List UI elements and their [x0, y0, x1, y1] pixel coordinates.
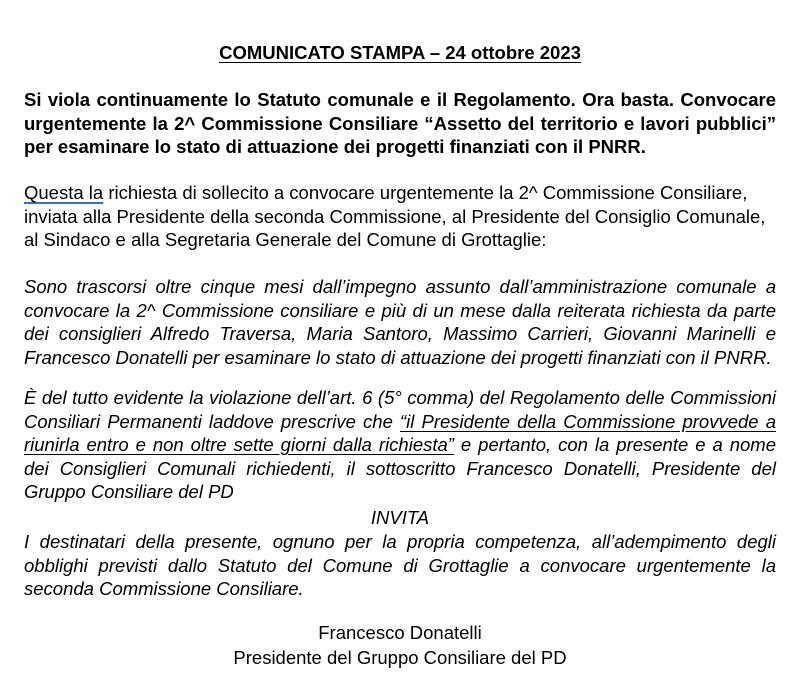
paragraph-invitation: I destinatari della presente, ognuno per la propria competenza, all’adempimento degli obblighi previsti dallo Statuto del Comune di Grottaglie a convocare urgentemente la seconda Commissione Consiliare.: [24, 531, 776, 599]
invita-heading: INVITA: [370, 507, 430, 528]
intro-paragraph: [24, 181, 776, 252]
headline: Si viola continuamente lo Statuto comunale e il Regolamento. Ora basta. Convocare urgentemente la 2^ Commissione Consiliare “Assetto del territorio e lavori pubblici” per esaminare lo stato di attuazione dei progetti finanziati con il PNRR.: [24, 89, 776, 157]
signature-name: Francesco Donatelli: [318, 622, 482, 643]
regulation-quote: “il Presidente della Commissione provvede a riunirla entro e non oltre sette giorni dalla richiesta”: [24, 410, 776, 455]
violation-text-after: e pertanto, con la presente e a nome dei Consiglieri Comunali richiedenti, il sottoscritto Francesco Donatelli, Presidente del Gruppo Consiliare del PD: [24, 434, 777, 502]
paragraph-months-elapsed: Sono trascorsi oltre cinque mesi dall’impegno assunto dall’amministrazione comunale a convocare la 2^ Commissione consiliare e più di un mese dalla reiterata richiesta da parte dei consiglieri Alfredo Traversa, Maria Santoro, Massimo Carrieri, Giovanni Marinelli e Francesco Donatelli per esaminare lo stato di attuazione dei progetti finanziati con il PNRR.: [24, 276, 776, 368]
intro-lead-word: Questa la: [24, 182, 104, 203]
violation-text-before: È del tutto evidente la violazione dell’art. 6 (5° comma) del Regolamento delle Commissioni Consiliari Permanenti laddove prescrive che: [24, 387, 776, 432]
press-release-title: COMUNICATO STAMPA – 24 ottobre 2023: [219, 42, 581, 63]
paragraph-violation: [24, 386, 776, 504]
intro-text: richiesta di sollecito a convocare urgentemente la 2^ Commissione Consiliare, inviata alla Presidente della seconda Commissione, al Presidente del Consiglio Comunale, al Sindaco e alla Segretaria Generale del Comune di Grottaglie:: [24, 182, 766, 250]
signature-role: Presidente del Gruppo Consiliare del PD: [233, 647, 567, 668]
